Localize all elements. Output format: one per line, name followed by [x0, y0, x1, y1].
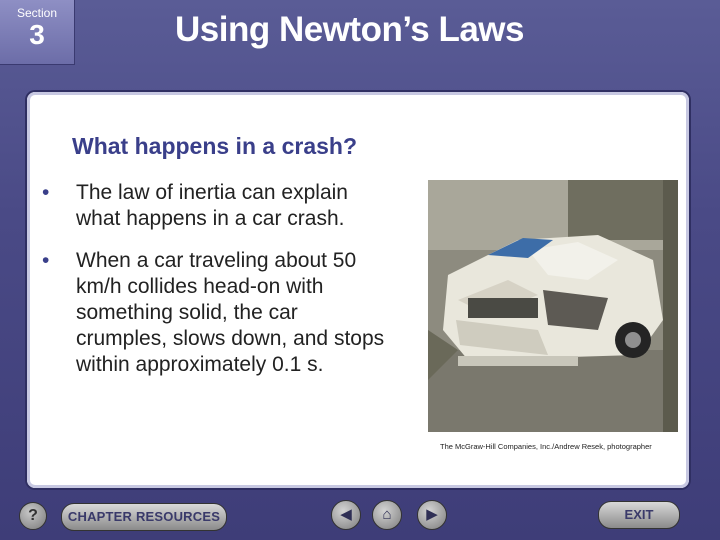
- page-title: Using Newton’s Laws: [175, 10, 524, 49]
- bullet-dot: •: [42, 181, 50, 204]
- chapter-resources-button[interactable]: CHAPTER RESOURCES: [61, 503, 227, 531]
- slide-heading: What happens in a crash?: [72, 133, 357, 159]
- section-number: 3: [29, 19, 45, 50]
- bullet-text: When a car traveling about 50 km/h collides head-on with something solid, the car crumples, slows down, and stops within approximately 0.1 s.: [76, 249, 385, 376]
- footer-toolbar: [0, 492, 720, 540]
- exit-button[interactable]: EXIT: [598, 501, 680, 529]
- help-button[interactable]: ?: [19, 502, 47, 530]
- crashed-car-photo: [428, 180, 678, 432]
- bullet-dot: •: [42, 249, 50, 272]
- bullet-text: The law of inertia can explain what happens in a car crash.: [76, 181, 348, 230]
- back-button[interactable]: [331, 500, 361, 530]
- home-button[interactable]: [372, 500, 402, 530]
- list-item: [34, 180, 394, 232]
- photo-credit: The McGraw-Hill Companies, Inc./Andrew Resek, photographer: [440, 442, 652, 451]
- section-badge: [0, 0, 75, 65]
- section-label: Section: [16, 6, 58, 20]
- triangle-right-icon: ▶: [426, 506, 438, 523]
- bullet-list: [34, 180, 394, 394]
- triangle-left-icon: ◀: [340, 506, 352, 523]
- home-icon: ⌂: [382, 506, 392, 523]
- list-item: [34, 248, 394, 378]
- forward-button[interactable]: [417, 500, 447, 530]
